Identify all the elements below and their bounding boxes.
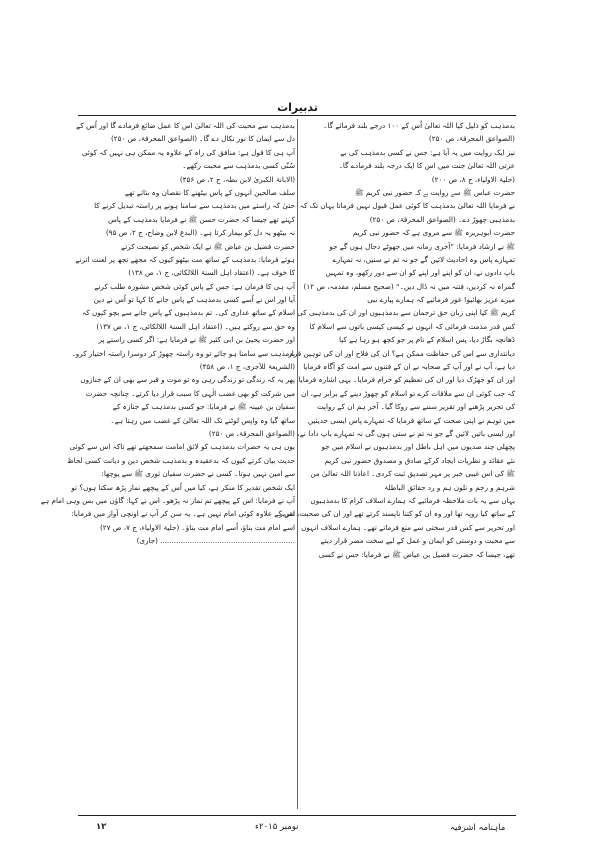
text-line: ﷺ کی اس غیبی خبر پر مہر تصدیق ثبت کردی۔ اعاذنا اللہ تعالیٰ من [310,469,515,479]
text-line: (الابانۃ الکبریٰ لابن بطہ، ج ۲، ص ۴۵۶) [179,174,295,184]
text-line: آپ نے فرمایا: اس کے پیچھے تم نماز نہ پڑھو۔ اس نے کہا: گاؤں میں بس وہی امام ہے [40,495,295,505]
text-line: دیانتداری سے اس کی حفاظت ممکن ہے؟ ان کی فلاح اور ان کی توہین قرار [288,348,515,358]
text-line: اور تحریر سے کس قدر سختی سے منع فرماتے تھے۔ ہمارے اسلاف انہوں [301,522,515,532]
text-line: حضرت ابوہریرہ ﷺ سے مروی ہے کہ حضور نبی کریم [352,228,515,238]
text-line: (الصواعق المحرقۃ، ص ۲۵۰) [208,428,295,438]
text-line: نے فرمایا اللہ تعالیٰ بدمذہب کا کوئی عمل قبول نہیں فرماتا یہاں تک کہ [299,201,515,211]
text-line: اور ان کو جھڑک دیا اور ان کی تعظیم کو حرام فرمایا۔ یہی اشارہ فرمایا [298,375,515,385]
text-line: دیا ہے، آپ نے اور آپ کے صحابہ نے ان کے فتنوں سے امت کو آگاہ فرمایا [303,362,515,372]
column-divider [297,119,298,809]
text-line: گمراہ نہ کردیں، فتنہ میں نہ ڈال دیں۔“ (صحیح مسلم، مقدمہ، ص ۱۲) [303,281,515,291]
text-line: بدمذہب سے محبت کی اللہ تعالیٰ اس کا عمل ضائع فرمادے گا اور اُس کے [76,121,295,130]
text-line: اور حضرت یحییٰ بن ابی کثیر ﷺ نے فرمایا ہے: اگر کسی راستے پر [98,335,295,345]
text-line: سے محبت و دوستی کو ایمان و عمل کے لیے سخت مضر قرار دیتے [320,536,515,546]
issue-date: نومبر ۲۰۱۵ء [255,822,299,832]
section-title: تدبیرات [277,101,318,114]
text-line: ڈھانچہ بگاڑ دیا، پس اسلام کے نام پر جو کچھ ہو رہا ہے کیا [339,335,515,345]
text-line: نہ بیٹھو یہ دل کو بیمار کرتا ہے۔ (البدع لابن وضاح، ج ۲، ص ۹۵) [105,228,295,238]
text-line: میرے عزیز بھائیو! غور فرمائیے کہ ہمارے پیارے نبی [367,295,515,305]
text-line: اور ایسی باتیں لائیں گے جو نہ تم نے سنی ہوں گی نہ تمہارے باپ دادا نے، [297,428,515,438]
text-line: بدمذہب سے سامنا ہو جائے تو وہ راستہ چھوڑ کر دوسرا راستہ اختیار کرو۔ [71,348,295,358]
text-line: ﷺ نے ارشاد فرمایا: ”آخری زمانہ میں جھوٹے دجال ہوں گے جو [329,241,515,251]
text-line: ساتھ گیا وہ واپس لوٹنے تک اللہ تعالیٰ کے غضب میں رہتا ہے۔ [110,415,295,425]
text-line: باپ دادوں نے، ان کو اپنے اور اپنے کو ان سے دور رکھو، وہ تمہیں [325,268,515,278]
text-line: سُنّی کسی بدمذہب سے محبت رکھے۔ [182,161,295,171]
text-line: کس قدر مذمت فرمائی کہ انہوں نے کیسی کیسی باتوں سے اسلام کا [309,321,515,331]
text-line: اس کے علاوہ کوئی امام نہیں ہے۔ یہ سن کر آپ نے اونچی آواز میں فرمایا: [71,509,295,519]
text-line: یوں ہی یہ حضرات بدمذہب کو لائق امامت سمجھتے تھے تاکہ اس سے کوئی [69,442,295,452]
text-line: حدیث بیان کرتے کیوں کہ بدعقیدہ و بدمذہب شخص دین و دیانت کسی لحاظ [67,455,295,465]
text-line: پھر یہ کہ زندگی تو زندگی رہی وہ تو موت و قبر سے بھی ان کے جنازوں [80,375,295,385]
text-line: سفیان بن عیینہ ﷺ نے فرمایا: جو کسی بدمذہب کے جنازہ کے [112,402,295,412]
text-line: کہ جب کوئی ان سے ملاقات کرے تو اسلام کو چھوڑ دینے کے برابر ہے، ان [301,388,515,398]
text-line: حتیٰ کہ راستے میں بدمذہب سے سامنا ہونے پر راستہ تبدیل کرنے کا [94,201,295,211]
text-line: (الصواعق المحرقۃ، ص ۲۵۰) [428,134,515,144]
text-line: (الشریعۃ للآجری، ج ۱، ص ۴۵۸) [199,362,295,372]
text-line: سلف صالحین انہوں کے پاس بیٹھنے کا نقصان وہ بتاتے تھے [124,187,295,197]
text-line: کا خوف ہے۔ (اعتقاد اہل السنۃ اللالکائی، ج ۱، ص ۱۳۸) [128,268,295,278]
text-line: ہوئے فرمایا: بدمذہب کے ساتھ مت بیٹھو کیوں کہ مجھے تجھ پر لعنت اترنے [75,254,295,264]
text-line: تمہارے پاس وہ احادیث لائیں گے جو نہ تم نے سنیں، نہ تمہارے [332,254,515,264]
page-number: ۱۲ [96,822,107,832]
left-column [40,119,295,809]
text-line: (حلیۃ الاولیاء، ج ۸، ص ۲۰۰) [431,174,515,184]
text-line: کریم ﷺ کیا اپنی زبان حق ترجمان سے بدمذہبوں اور ان کی بدمذہبی کی [297,308,515,318]
text-line: کے ساتھ کیا رویہ تھا اور وہ ان کو کتنا ناپسند کرتے تھے اور ان کی صحبت، تقریر [279,509,515,519]
text-line: آیا اور اس نے اُسے کسی بدمذہب کے پاس جانے کا کہا تو اُس نے دین [93,295,295,305]
text-line: بدمذہب کو ذلیل کیا اللہ تعالیٰ اُس کے ۱۰۰ درجے بلند فرمائے گا۔ [323,121,515,130]
text-line: اسے امام مت بناؤ، اُسے امام مت بناؤ۔ (حلیۃ الاولیاء، ج ۷، ص ۲۷) [99,522,295,532]
text-line: وہ حق سے روکتے ہیں۔ (اعتقاد اہل السنۃ اللالکائی، ج ۱، ص ۱۳۷) [96,321,295,331]
text-line: اسلام کے ساتھ غداری کی۔ تم بدمذہبوں کے پاس جانے سے بچو کیوں کہ [82,308,295,318]
text-line: آپ ہی کا فرمان ہے: جس کے پاس کوئی شخص مشورہ طلب کرنے [94,281,295,291]
text-line: شرہم و رحم و تلون ہم و رد حقائق الباطلۃ [384,482,515,492]
text-line: آپ ہی کا قول ہے: منافق کی راہ کے علاوہ یہ ممکن ہی نہیں کہ کوئی [81,147,295,157]
text-line: کی تحریر پڑھنے اور تقریر سننے سے روکا گیا۔ آخر ہم ان کے روایت [317,402,515,412]
text-line: حضرت فضیل بن عیاض ﷺ نے ایک شخص کو نصیحت کرتے [121,241,295,251]
text-line: یہاں سے یہ بات ملاحظہ فرمائیے کہ ہمارے اسلاف کرام کا بدمذہبوں [310,495,515,505]
text-line: دل سے ایمان کا نور نکال دے گا۔ (الصواعق المحرقۃ، ص ۲۵۰) [110,134,295,144]
text-line: پچھلی چند صدیوں میں اہل باطل اور بدمذہبوں نے اسلام میں جو [321,442,515,452]
text-line: نئے عقائد و نظریات ایجاد کرکے صادق و مصدوق حضور نبی کریم [324,455,515,465]
text-line: بدمذہبی چھوڑ دے۔ (الصواعق المحرقۃ، ص ۲۵۰) [369,214,515,224]
text-line: عزتی اللہ تعالیٰ جنت میں اس کا ایک درجہ بلند فرمادے گا۔ [338,161,515,171]
magazine-name: ماہنامہ اشرفیہ [450,823,506,833]
footer-rule [78,815,516,816]
right-column [279,119,515,809]
text-line: ایک شخص تقدیر کا منکر ہے، کیا میں اُس کے پیچھے نماز پڑھ سکتا ہوں؟ تو [71,482,295,492]
text-line: کہتے تھے جیسا کہ حضرت حسن ﷺ نے فرمایا بدمذہب کے پاس [107,214,295,224]
text-line: میں شرکت کو بھی غضب الٰہی کا سبب قرار دیا کرتے۔ چنانچہ حضرت [85,388,295,398]
text-line: نیز ایک روایت میں یہ آیا ہے: جس نے کسی بدمذہب کی بے [340,147,515,157]
text-line: تھے، جیسا کہ حضرت فضیل بن عیاض ﷺ نے فرمایا: جس نے کسی [318,549,515,559]
text-line: سے امین نہیں ہوتا۔ کسی نے حضرت سفیان ثوری ﷺ سے پوچھا: [101,469,295,479]
text-line: ........................................................... (جاری) [136,536,295,546]
text-line: میں توہم نے اپنی صحت کے ساتھ فرمایا کہ تمہارے پاس ایسی حدیثیں [307,415,515,425]
header-rule [78,115,516,116]
text-line: حضرت عباس ﷺ سے روایت ہے کہ حضور نبی کریم ﷺ [354,187,515,197]
